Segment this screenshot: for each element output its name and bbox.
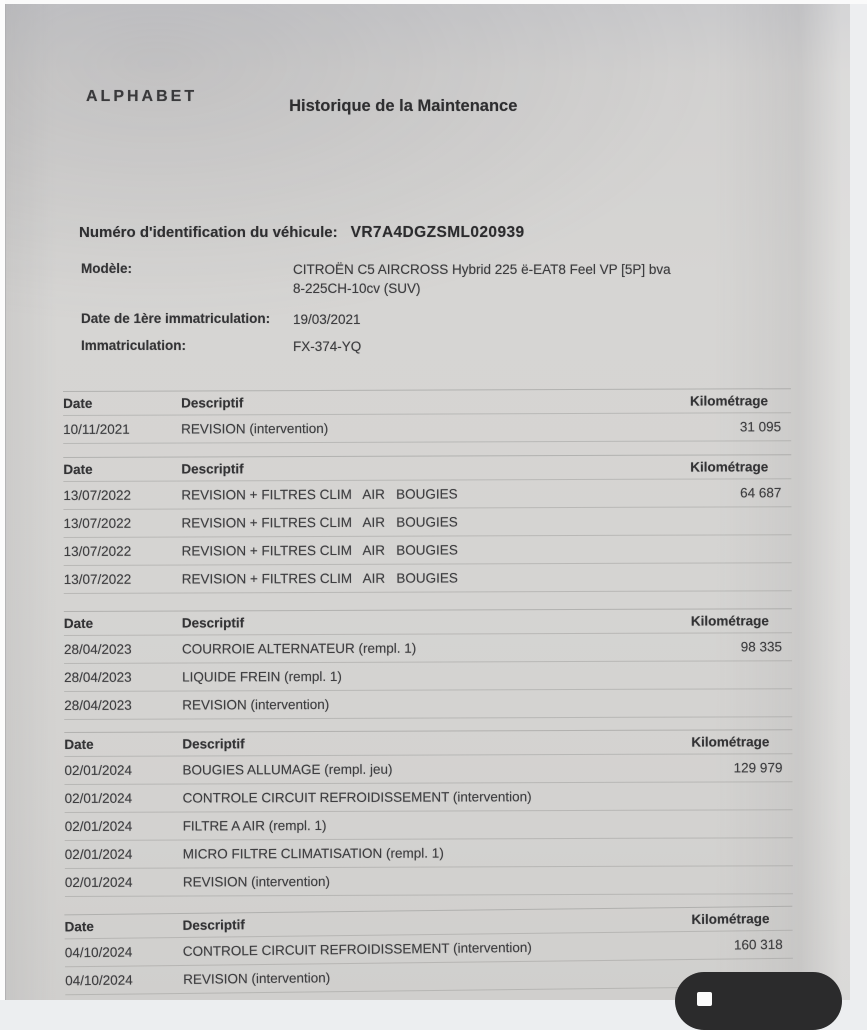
header-date: Date (63, 461, 93, 477)
row-kilometrage (603, 796, 793, 797)
floating-action-button[interactable] (675, 972, 842, 1030)
row-date: 02/01/2024 (64, 874, 133, 890)
header-kilometrage: Kilométrage (689, 393, 769, 409)
header-date: Date (64, 736, 94, 752)
scanned-document (5, 4, 850, 1000)
row-date: 04/10/2024 (65, 972, 133, 989)
row-date: 28/04/2023 (63, 641, 132, 657)
row-descriptif: REVISION (intervention) (182, 696, 330, 713)
maintenance-section (64, 608, 792, 720)
header-date: Date (63, 615, 94, 631)
table-row (64, 563, 792, 594)
first-registration-row (81, 310, 795, 330)
row-date: 04/10/2024 (64, 944, 133, 961)
header-descriptif: Descriptif (181, 395, 244, 411)
row-descriptif: CONTROLE CIRCUIT REFROIDISSEMENT (intervention) (182, 789, 532, 806)
table-row (65, 838, 793, 869)
row-date: 02/01/2024 (64, 846, 133, 862)
table-row (64, 535, 792, 566)
row-descriptif: REVISION + FILTRES CLIM AIR BOUGIES (181, 570, 458, 587)
row-descriptif: REVISION + FILTRES CLIM AIR BOUGIES (181, 514, 458, 531)
row-descriptif: FILTRE A AIR (rempl. 1) (182, 817, 327, 834)
model-value (293, 260, 795, 298)
model-label: Modèle: (81, 261, 133, 276)
row-kilometrage: 64 687 (740, 485, 782, 501)
registration-row (81, 337, 795, 357)
header-kilometrage: Kilométrage (691, 911, 770, 927)
model-line1: CITROËN C5 AIRCROSS Hybrid 225 ë-EAT8 Feel VP [5P] bva (293, 262, 671, 277)
row-descriptif: REVISION + FILTRES CLIM AIR BOUGIES (181, 486, 458, 503)
row-descriptif: MICRO FILTRE CLIMATISATION (rempl. 1) (182, 845, 444, 862)
first-registration-value: 19/03/2021 (293, 312, 361, 327)
table-row (63, 479, 791, 510)
row-date: 28/04/2023 (64, 697, 132, 713)
header-date: Date (63, 395, 93, 411)
document-header (63, 88, 795, 115)
row-kilometrage (602, 521, 792, 522)
table-row (65, 866, 793, 897)
table-header-row (63, 455, 791, 482)
row-date: 02/01/2024 (64, 818, 133, 834)
table-row (65, 782, 793, 813)
row-kilometrage: 129 979 (733, 760, 783, 776)
header-date: Date (64, 918, 94, 935)
row-date: 13/07/2022 (63, 571, 132, 587)
row-descriptif: BOUGIES ALLUMAGE (rempl. jeu) (182, 761, 393, 778)
vin-row (79, 224, 795, 246)
row-kilometrage (602, 577, 792, 578)
first-registration-label: Date de 1ère immatriculation: (81, 311, 271, 326)
maintenance-section (63, 454, 792, 594)
photo-right-margin (850, 4, 867, 1000)
model-line2: 8-225CH-10cv (SUV) (293, 281, 421, 296)
table-row (63, 507, 791, 538)
row-date: 02/01/2024 (64, 762, 133, 778)
table-header-row (64, 730, 792, 757)
page-title: Historique de la Maintenance (289, 97, 518, 115)
model-row (81, 260, 795, 300)
row-kilometrage (602, 549, 792, 550)
header-descriptif: Descriptif (181, 615, 245, 631)
row-kilometrage (602, 703, 792, 704)
row-date: 10/11/2021 (63, 421, 130, 437)
vin-value: VR7A4DGZSML020939 (350, 224, 525, 241)
table-row (64, 661, 792, 692)
header-descriptif: Descriptif (181, 461, 244, 477)
row-descriptif: LIQUIDE FREIN (rempl. 1) (182, 668, 342, 685)
row-kilometrage: 31 095 (739, 419, 782, 435)
table-row (64, 754, 792, 785)
row-date: 13/07/2022 (63, 515, 132, 531)
table-row (64, 633, 792, 664)
header-descriptif: Descriptif (182, 917, 245, 933)
row-kilometrage: 98 335 (740, 639, 783, 655)
row-date: 28/04/2023 (64, 669, 132, 685)
table-header-row (63, 389, 791, 416)
row-descriptif: CONTROLE CIRCUIT REFROIDISSEMENT (intervention) (182, 939, 532, 959)
row-date: 13/07/2022 (63, 487, 132, 503)
header-descriptif: Descriptif (182, 736, 245, 752)
registration-label: Immatriculation: (81, 338, 187, 353)
row-descriptif: REVISION (intervention) (182, 873, 330, 890)
table-row (65, 810, 793, 841)
maintenance-history (63, 388, 793, 995)
row-descriptif: REVISION + FILTRES CLIM AIR BOUGIES (181, 542, 458, 559)
table-row (64, 689, 792, 720)
row-kilometrage: 160 318 (733, 936, 783, 953)
vehicle-info (81, 260, 795, 357)
vin-label: Numéro d'identification du véhicule: (79, 224, 338, 241)
row-kilometrage (603, 824, 793, 825)
header-kilometrage: Kilométrage (690, 613, 769, 629)
fab-icon (697, 992, 712, 1006)
row-descriptif: REVISION (intervention) (183, 970, 331, 987)
row-kilometrage (603, 852, 793, 853)
row-descriptif: COURROIE ALTERNATEUR (rempl. 1) (181, 640, 417, 657)
row-kilometrage (602, 675, 792, 676)
row-date: 02/01/2024 (64, 790, 133, 806)
table-row (63, 413, 791, 444)
header-kilometrage: Kilométrage (691, 734, 770, 750)
maintenance-section (64, 729, 793, 897)
header-kilometrage: Kilométrage (690, 459, 769, 475)
row-descriptif: REVISION (intervention) (181, 420, 329, 437)
row-date: 13/07/2022 (63, 543, 132, 559)
maintenance-section (63, 388, 791, 444)
table-header-row (64, 609, 792, 636)
row-kilometrage (603, 880, 793, 881)
registration-value: FX-374-YQ (293, 339, 362, 354)
alphabet-logo: ALPHABET (86, 88, 198, 105)
